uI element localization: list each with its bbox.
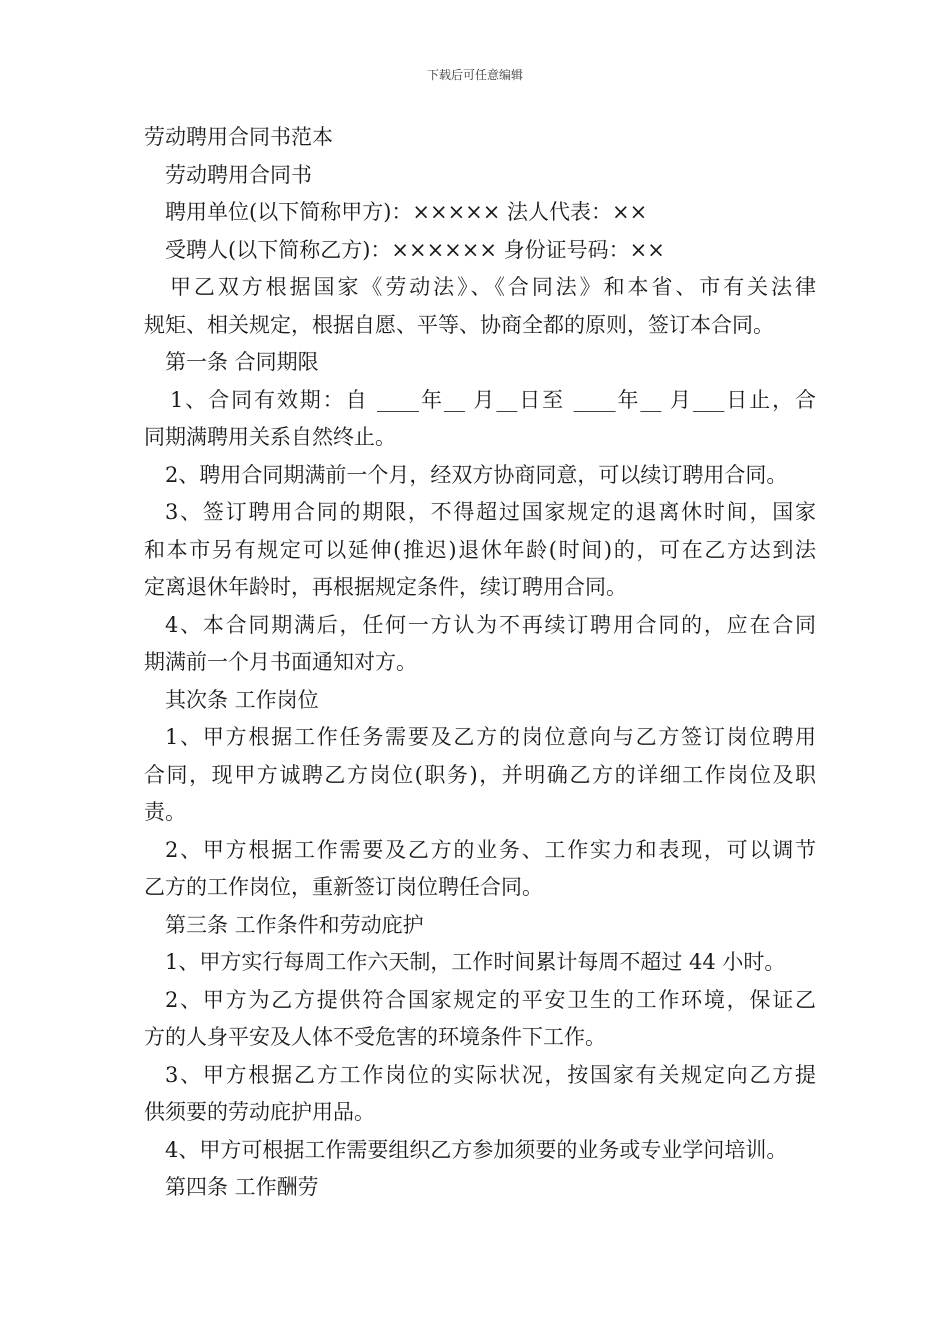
- paragraph-line: 4、本合同期满后，任何一方认为不再续订聘用合同的，应在合同: [165, 612, 816, 637]
- paragraph-line: 规矩、相关规定，根据自愿、平等、协商全都的原则，签订本合同。: [144, 312, 774, 337]
- employer-line: 聘用单位(以下简称甲方)：××××× 法人代表：××: [165, 200, 648, 224]
- article-3-item-4: 4、甲方可根据工作需要组织乙方参加须要的业务或专业学问培训。: [165, 1137, 788, 1162]
- paragraph-line: 责。: [144, 800, 186, 824]
- paragraph-line: 2、甲方为乙方提供符合国家规定的平安卫生的工作环境，保证乙: [165, 987, 816, 1012]
- article-1-heading: 第一条 合同期限: [165, 350, 319, 374]
- document-subtitle: 劳动聘用合同书: [165, 162, 312, 187]
- paragraph-line: 同期满聘用关系自然终止。: [144, 425, 396, 449]
- article-2-item-2: [144, 832, 816, 907]
- document-title: 劳动聘用合同书范本: [144, 125, 333, 149]
- article-3-item-1: 1、甲方实行每周工作六天制，工作时间累计每周不超过 44 小时。: [165, 950, 786, 974]
- article-3-heading: 第三条 工作条件和劳动庇护: [165, 912, 424, 937]
- paragraph-line: 期满前一个月书面通知对方。: [144, 650, 417, 674]
- article-2-item-1: [144, 719, 816, 832]
- article-1-item-4: [144, 607, 816, 682]
- paragraph-line: 甲乙双方根据国家《劳动法》、《合同法》和本省、市有关法律: [170, 275, 816, 299]
- employee-line: 受聘人(以下简称乙方)：×××××× 身份证号码：××: [165, 237, 665, 262]
- paragraph-line: 2、甲方根据工作需要及乙方的业务、工作实力和表现，可以调节: [165, 837, 816, 862]
- paragraph-line: 合同，现甲方诚聘乙方岗位(职务)，并明确乙方的详细工作岗位及职: [144, 762, 816, 787]
- paragraph-line: 方的人身平安及人体不受危害的环境条件下工作。: [144, 1025, 606, 1049]
- article-1-item-1: [144, 382, 816, 457]
- article-4-heading: 第四条 工作酬劳: [165, 1175, 319, 1199]
- article-2-heading: 其次条 工作岗位: [165, 687, 319, 712]
- paragraph-line: 3、签订聘用合同的期限，不得超过国家规定的退离休时间，国家: [165, 500, 816, 524]
- paragraph-line: 供须要的劳动庇护用品。: [144, 1100, 375, 1124]
- article-1-item-2: 2、聘用合同期满前一个月，经双方协商同意，可以续订聘用合同。: [165, 462, 788, 487]
- page-header: 下载后可任意编辑: [426, 68, 523, 82]
- paragraph-line: 3、甲方根据乙方工作岗位的实际状况，按国家有关规定向乙方提: [165, 1062, 816, 1087]
- paragraph-line: 和本市另有规定可以延伸(推迟)退休年龄(时间)的，可在乙方达到法: [144, 537, 816, 562]
- preamble-paragraph: [144, 269, 816, 344]
- paragraph-line: 1、甲方根据工作任务需要及乙方的岗位意向与乙方签订岗位聘用: [165, 725, 816, 749]
- article-3-item-3: [144, 1057, 816, 1132]
- article-3-item-2: [144, 982, 816, 1057]
- paragraph-line: 定离退休年龄时，再根据规定条件，续订聘用合同。: [144, 575, 627, 599]
- paragraph-line: 乙方的工作岗位，重新签订岗位聘任合同。: [144, 875, 543, 899]
- document-body: [144, 119, 816, 1207]
- article-1-item-3: [144, 494, 816, 607]
- paragraph-line: 1、合同有效期：自 ____年__ 月__日至 ____年__ 月___日止，合: [170, 387, 816, 412]
